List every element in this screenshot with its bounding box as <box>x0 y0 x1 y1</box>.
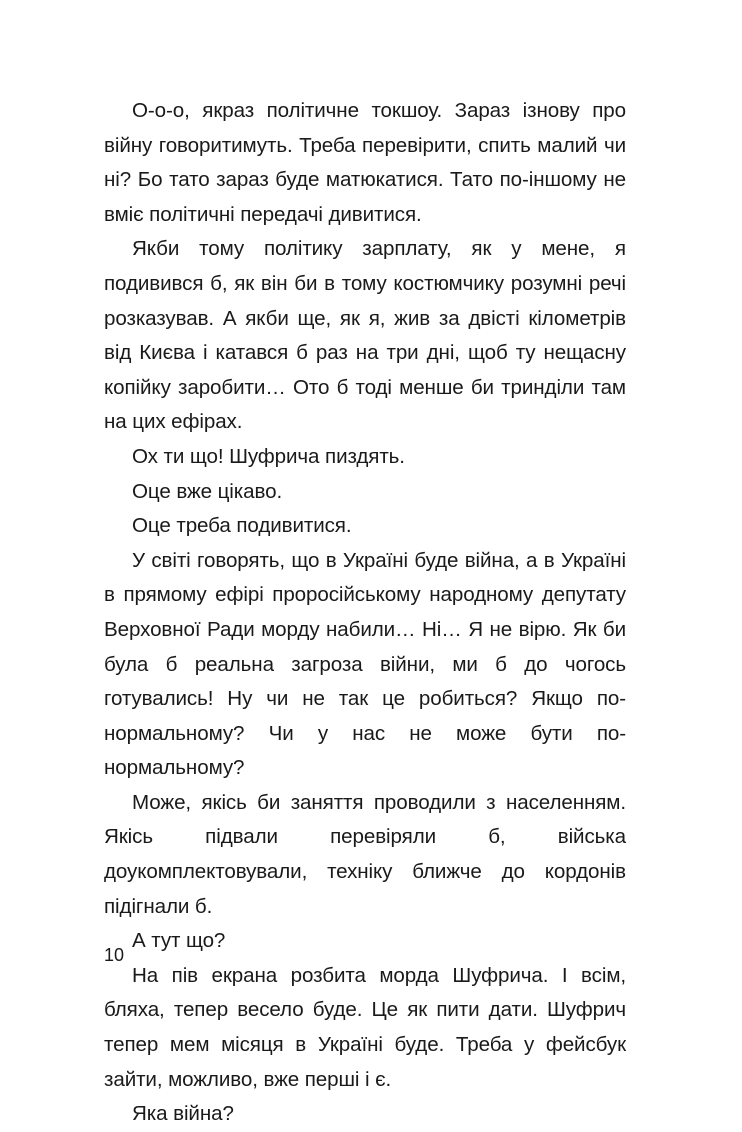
page-number: 10 <box>104 945 125 965</box>
paragraph: О-о-о, якраз політичне токшоу. Зараз ізнову про війну говоритимуть. Треба перевірити, спить малий чи ні? Бо тато зараз буде матюкатися. Тато по-іншому не вміє політичні передачі дивитися. <box>104 99 626 226</box>
paragraph: А тут що? <box>132 929 226 953</box>
paragraph: Якби тому політику зарплату, як у мене, я подивився б, як він би в тому костюмчику розумні речі розказував. А якби ще, як я, жив за двісті кілометрів від Києва і катався б раз на три дні, щоб ту нещасну копійку заробити… Ото б тоді менше би триндiли там на цих ефірах. <box>104 237 626 434</box>
paragraph: Яка війна? <box>132 1102 234 1126</box>
paragraph: У світі говорять, що в Україні буде війна, а в Україні в прямому ефірі проросійському народному депутату Верховної Ради морду набили… Ні… Я не вірю. Як би була б реальна загроза війни, ми б до чогось готувались! Ну чи не так це робиться? Якщо по-нормальному? Чи у нас не може бути по-нормальному? <box>104 548 626 780</box>
paragraph: Ох ти що! Шуфрича пиздять. <box>132 444 405 468</box>
paragraph: Може, якісь би заняття проводили з населенням. Якісь підвали перевіряли б, війська доукомплектовували, техніку ближче до кордонів підігнали б. <box>104 790 626 918</box>
paragraph: Оце вже цікаво. <box>132 479 283 503</box>
page-body <box>104 94 626 1132</box>
paragraph: На пів екрана розбита морда Шуфрича. І всім, бляха, тепер весело буде. Це як пити дати. Шуфрич тепер мем місяця в Україні буде. Треба у фейсбук зайти, можливо, вже перші і є. <box>104 963 626 1091</box>
paragraph: Оце треба подивитися. <box>132 514 352 538</box>
